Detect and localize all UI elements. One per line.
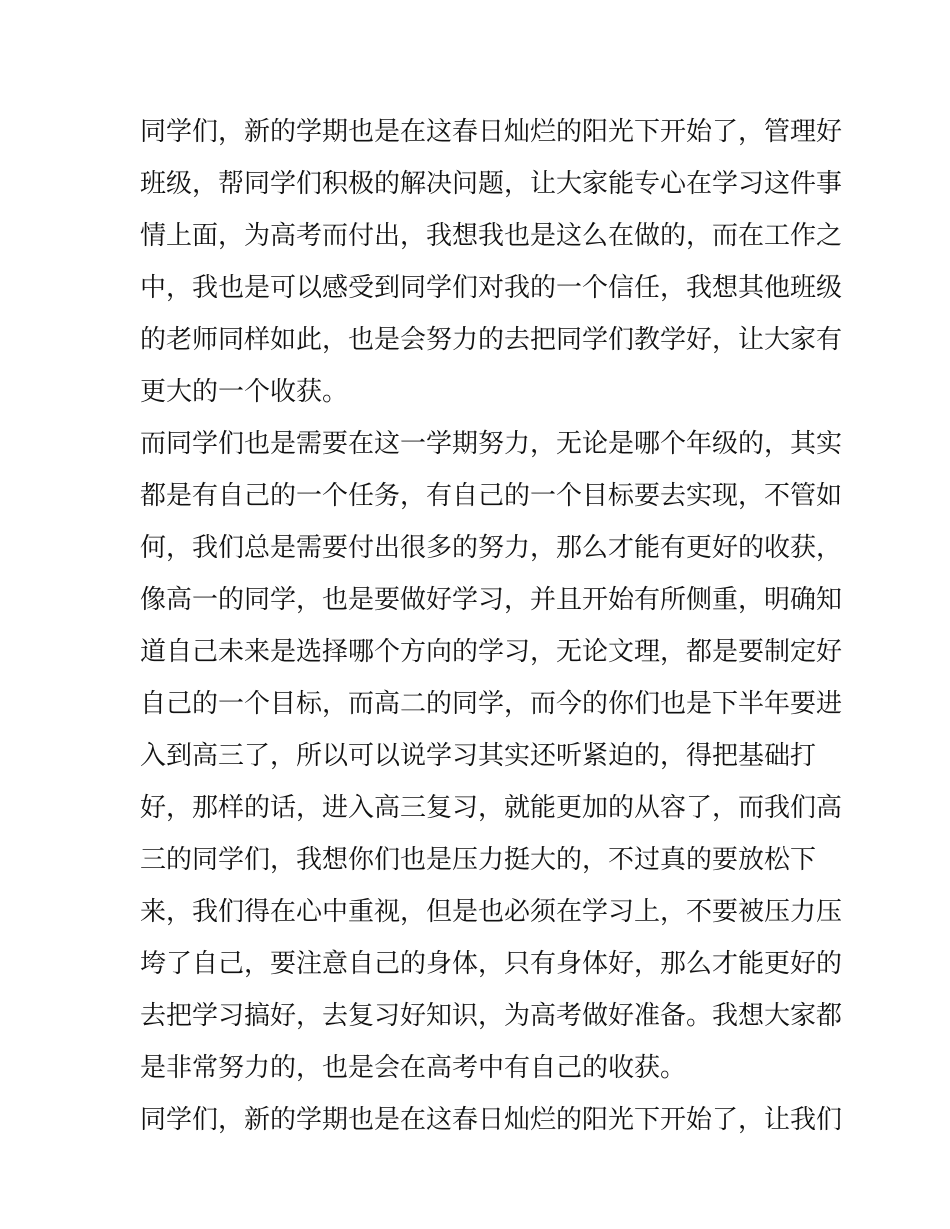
text-line: 情上面，为高考而付出，我想我也是这么在做的，而在工作之: [140, 221, 843, 251]
text-line: 都是有自己的一个任务，有自己的一个目标要去实现，不管如: [140, 481, 843, 511]
text-line: 同学们，新的学期也是在这春日灿烂的阳光下开始了，管理好: [140, 117, 843, 147]
text-line: 去把学习搞好，去复习好知识，为高考做好准备。我想大家都: [140, 1001, 843, 1031]
text-line: 的老师同样如此，也是会努力的去把同学们教学好，让大家有: [140, 325, 843, 355]
text-line: 垮了自己，要注意自己的身体，只有身体好，那么才能更好的: [140, 949, 843, 979]
text-line: 同学们，新的学期也是在这春日灿烂的阳光下开始了，让我们: [140, 1105, 843, 1135]
text-line: 自己的一个目标，而高二的同学，而今的你们也是下半年要进: [140, 689, 843, 719]
text-line: 来，我们得在心中重视，但是也必须在学习上，不要被压力压: [140, 897, 843, 927]
text-line: 入到高三了，所以可以说学习其实还听紧迫的，得把基础打: [140, 741, 817, 771]
text-line: 道自己未来是选择哪个方向的学习，无论文理，都是要制定好: [140, 637, 843, 667]
text-line: 何，我们总是需要付出很多的努力，那么才能有更好的收获，: [140, 533, 843, 563]
text-line: 好，那样的话，进入高三复习，就能更加的从容了，而我们高: [140, 793, 843, 823]
text-line: 像高一的同学，也是要做好学习，并且开始有所侧重，明确知: [140, 585, 843, 615]
body-text: [140, 106, 843, 1146]
text-line: 班级，帮同学们积极的解决问题，让大家能专心在学习这件事: [140, 169, 843, 199]
text-line: 而同学们也是需要在这一学期努力，无论是哪个年级的，其实: [140, 429, 843, 459]
text-line: 是非常努力的，也是会在高考中有自己的收获。: [140, 1053, 687, 1083]
text-line: 中，我也是可以感受到同学们对我的一个信任，我想其他班级: [140, 273, 843, 303]
text-line: 三的同学们，我想你们也是压力挺大的，不过真的要放松下: [140, 845, 817, 875]
text-line: 更大的一个收获。: [140, 377, 349, 407]
